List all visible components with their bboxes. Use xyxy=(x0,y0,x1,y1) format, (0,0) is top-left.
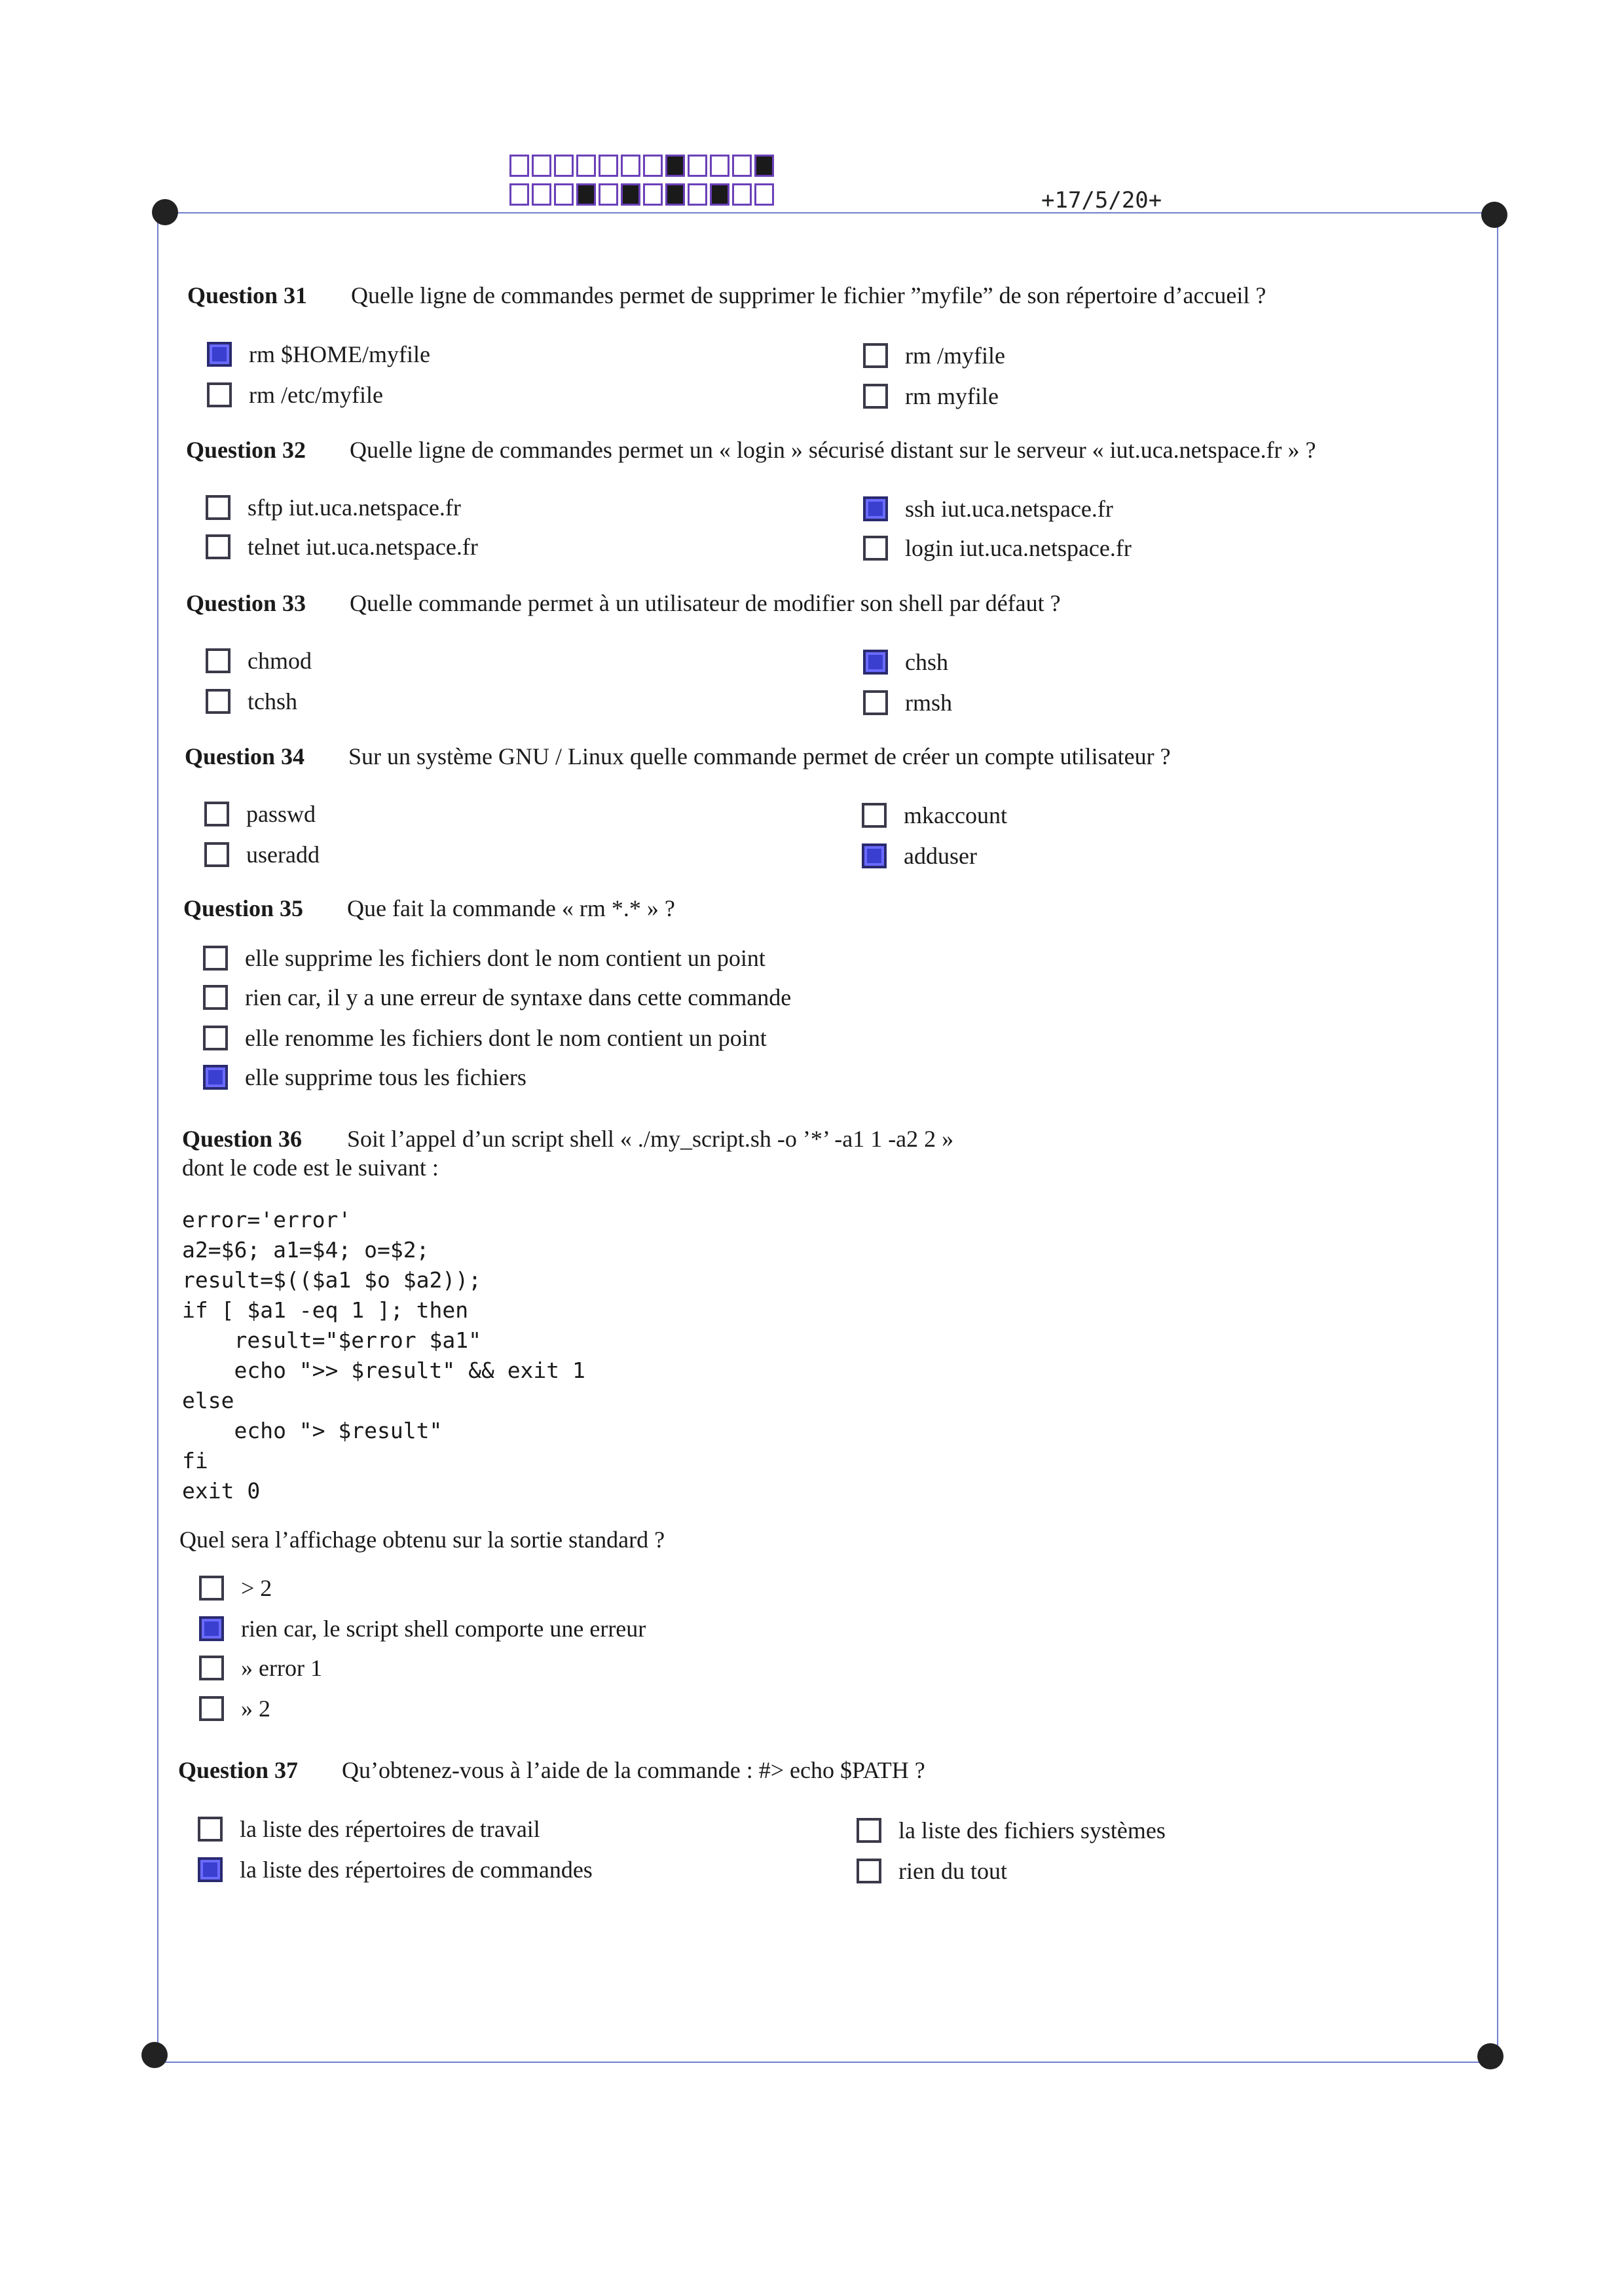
barcode-cell xyxy=(576,183,596,206)
corner-marker-bottom-left xyxy=(141,2042,168,2068)
answer-option[interactable] xyxy=(204,841,320,868)
answer-label: chsh xyxy=(905,649,948,675)
question-31 xyxy=(187,282,1266,309)
barcode-cell xyxy=(554,155,574,177)
barcode-cell xyxy=(532,183,551,206)
checkbox[interactable] xyxy=(199,1656,224,1680)
answer-label: useradd xyxy=(246,842,320,868)
corner-marker-top-left xyxy=(152,199,178,225)
answer-option[interactable] xyxy=(857,1857,1007,1885)
barcode-cell xyxy=(732,155,752,177)
corner-marker-bottom-right xyxy=(1477,2043,1504,2069)
checkbox[interactable] xyxy=(206,648,231,673)
barcode-cell xyxy=(710,155,729,177)
answer-label: adduser xyxy=(904,843,977,869)
checkbox[interactable] xyxy=(207,382,232,407)
barcode-cell xyxy=(754,155,774,177)
answer-label: rien du tout xyxy=(898,1858,1007,1884)
checkbox-checked[interactable] xyxy=(863,650,888,675)
answer-label: rm myfile xyxy=(905,383,999,409)
barcode-cell xyxy=(576,155,596,177)
barcode-cell xyxy=(509,155,529,177)
answer-label: tchsh xyxy=(248,688,297,714)
answer-option[interactable] xyxy=(199,1695,270,1722)
answer-label: la liste des répertoires de travail xyxy=(240,1816,540,1842)
checkbox-checked[interactable] xyxy=(203,1065,228,1090)
barcode-cell xyxy=(621,183,640,206)
answer-label: > 2 xyxy=(241,1575,272,1601)
answer-label: elle renomme les fichiers dont le nom contient un point xyxy=(245,1025,767,1051)
checkbox-checked[interactable] xyxy=(862,843,887,868)
answer-option[interactable] xyxy=(207,381,383,409)
answer-option[interactable] xyxy=(206,494,461,521)
checkbox[interactable] xyxy=(863,343,888,368)
corner-marker-top-right xyxy=(1481,202,1507,228)
barcode-cell xyxy=(665,155,685,177)
barcode-cell xyxy=(643,155,663,177)
checkbox[interactable] xyxy=(199,1696,224,1721)
barcode-cell xyxy=(509,183,529,206)
answer-label: la liste des répertoires de commandes xyxy=(240,1857,593,1883)
answer-option[interactable] xyxy=(199,1654,322,1682)
checkbox[interactable] xyxy=(863,384,888,409)
question-text: Que fait la commande « rm *.* » ? xyxy=(347,895,675,921)
answer-label: login iut.uca.netspace.fr xyxy=(905,535,1132,561)
answer-label: chmod xyxy=(248,648,312,674)
answer-option[interactable] xyxy=(203,1064,526,1091)
answer-label: passwd xyxy=(246,801,316,827)
barcode-cell xyxy=(621,155,640,177)
barcode-row-1 xyxy=(509,155,774,177)
barcode-cell xyxy=(710,183,729,206)
checkbox[interactable] xyxy=(206,689,231,714)
answer-option[interactable] xyxy=(206,533,478,561)
answer-option[interactable] xyxy=(203,1024,767,1052)
answer-option[interactable] xyxy=(207,341,430,368)
question-34 xyxy=(185,743,1171,770)
answer-option[interactable] xyxy=(206,647,312,675)
checkbox-checked[interactable] xyxy=(863,496,888,521)
question-text: Quelle commande permet à un utilisateur de modifier son shell par défaut ? xyxy=(350,590,1061,616)
barcode-cell xyxy=(732,183,752,206)
question-text: Quelle ligne de commandes permet de supprimer le fichier ”myfile” de son répertoire d’accueil ? xyxy=(351,282,1266,308)
checkbox[interactable] xyxy=(198,1817,223,1842)
question-35 xyxy=(183,895,675,922)
question-37 xyxy=(178,1756,925,1784)
checkbox[interactable] xyxy=(863,690,888,715)
answer-label: rien car, le script shell comporte une erreur xyxy=(241,1616,646,1642)
checkbox[interactable] xyxy=(203,985,228,1010)
answer-label: » 2 xyxy=(241,1695,270,1722)
checkbox-checked[interactable] xyxy=(207,342,232,367)
question-text: Sur un système GNU / Linux quelle commande permet de créer un compte utilisateur ? xyxy=(348,743,1171,769)
barcode-cell xyxy=(554,183,574,206)
answer-option[interactable] xyxy=(862,802,1007,829)
question-32 xyxy=(186,436,1316,464)
barcode-cell xyxy=(599,183,618,206)
exam-code: +17/5/20+ xyxy=(1041,187,1162,213)
checkbox[interactable] xyxy=(206,534,231,559)
checkbox[interactable] xyxy=(206,495,231,520)
answer-option[interactable] xyxy=(863,534,1132,562)
barcode-cell xyxy=(599,155,618,177)
answer-label: mkaccount xyxy=(904,802,1007,828)
question-number: Question 36 xyxy=(182,1126,303,1152)
checkbox-checked[interactable] xyxy=(198,1857,223,1882)
question-text: Quelle ligne de commandes permet un « login » sécurisé distant sur le serveur « iut.uca.netspace.fr » ? xyxy=(350,437,1316,463)
answer-label: » error 1 xyxy=(241,1655,322,1681)
answer-option[interactable] xyxy=(862,842,977,870)
answer-option[interactable] xyxy=(198,1815,540,1843)
question-text-continued: dont le code est le suivant : xyxy=(182,1155,439,1181)
barcode-cell xyxy=(688,155,707,177)
question-prompt: Quel sera l’affichage obtenu sur la sortie standard ? xyxy=(179,1527,665,1553)
checkbox[interactable] xyxy=(862,803,887,828)
answer-option[interactable] xyxy=(863,495,1113,523)
answer-option[interactable] xyxy=(206,688,297,715)
barcode-cell xyxy=(754,183,774,206)
answer-label: elle supprime tous les fichiers xyxy=(245,1064,526,1090)
question-36 xyxy=(182,1125,953,1153)
answer-option[interactable] xyxy=(198,1856,593,1883)
checkbox[interactable] xyxy=(203,946,228,971)
answer-option[interactable] xyxy=(204,800,316,828)
barcode-cell xyxy=(532,155,551,177)
answer-label: la liste des fichiers systèmes xyxy=(898,1817,1166,1843)
answer-option[interactable] xyxy=(857,1817,1166,1844)
question-number: Question 37 xyxy=(178,1757,299,1783)
answer-label: telnet iut.uca.netspace.fr xyxy=(248,534,478,560)
answer-option[interactable] xyxy=(863,382,999,410)
checkbox[interactable] xyxy=(199,1576,224,1601)
answer-label: elle supprime les fichiers dont le nom contient un point xyxy=(245,945,766,971)
answer-option[interactable] xyxy=(199,1574,272,1602)
checkbox[interactable] xyxy=(204,802,229,826)
checkbox[interactable] xyxy=(857,1859,881,1883)
question-text: Soit l’appel d’un script shell « ./my_script.sh -o ’*’ -a1 1 -a2 2 » xyxy=(347,1126,954,1152)
answer-option[interactable] xyxy=(863,648,948,676)
answer-label: rmsh xyxy=(905,690,952,716)
answer-option[interactable] xyxy=(863,689,952,716)
barcode-row-2 xyxy=(509,183,774,206)
barcode-cell xyxy=(643,183,663,206)
answer-label: ssh iut.uca.netspace.fr xyxy=(905,496,1113,522)
checkbox-checked[interactable] xyxy=(199,1616,224,1641)
question-number: Question 34 xyxy=(185,743,305,769)
answer-label: rm /etc/myfile xyxy=(249,382,383,408)
answer-label: rm $HOME/myfile xyxy=(249,341,430,367)
answer-option[interactable] xyxy=(199,1615,646,1642)
barcode-cell xyxy=(688,183,707,206)
checkbox[interactable] xyxy=(203,1026,228,1050)
answer-label: rm /myfile xyxy=(905,343,1005,369)
answer-label: rien car, il y a une erreur de syntaxe dans cette commande xyxy=(245,984,792,1010)
code-block: error='error' a2=$6; a1=$4; o=$2; result=$(($a1 $o $a2)); if [ $a1 -eq 1 ]; then result="$error $a1" echo ">> $result" && exit 1 else echo "> $result" fi exit 0 xyxy=(182,1207,585,1504)
answer-label: sftp iut.uca.netspace.fr xyxy=(248,494,461,521)
checkbox[interactable] xyxy=(857,1818,881,1843)
question-number: Question 31 xyxy=(187,282,308,308)
answer-option[interactable] xyxy=(203,944,766,972)
question-number: Question 32 xyxy=(186,437,306,463)
question-33 xyxy=(186,589,1061,617)
answer-option[interactable] xyxy=(203,984,791,1011)
checkbox[interactable] xyxy=(204,842,229,867)
answer-option[interactable] xyxy=(863,342,1005,369)
barcode-cell xyxy=(665,183,685,206)
question-text: Qu’obtenez-vous à l’aide de la commande : #> echo $PATH ? xyxy=(342,1757,925,1783)
question-number: Question 35 xyxy=(183,895,304,921)
question-number: Question 33 xyxy=(186,590,306,616)
checkbox[interactable] xyxy=(863,536,888,561)
